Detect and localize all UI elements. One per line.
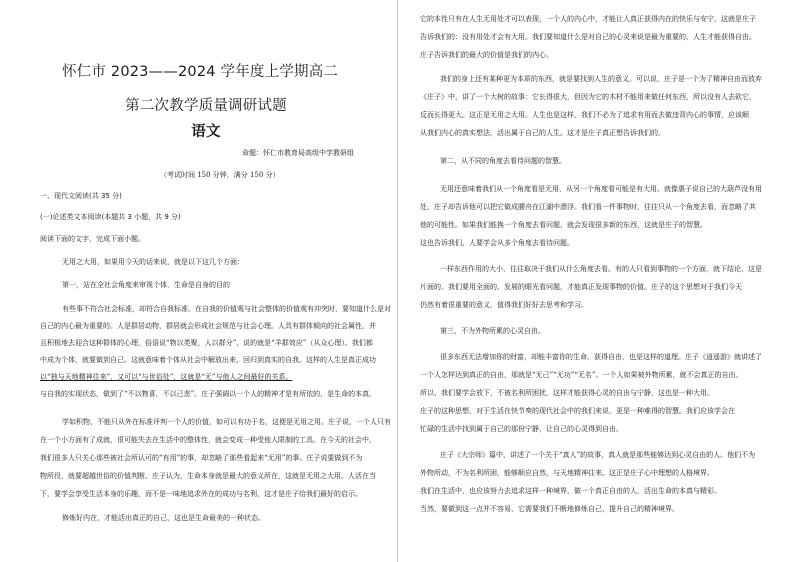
paragraph-line: 第一，站在全社会角度来审视个体，生命是自身的目的 <box>62 281 230 289</box>
paragraph-line: 很多东西无法增加你的财富，却能丰富你的生命。获得自由，也是这样的道理。庄子《逍遥游》就讲述了 <box>440 353 762 361</box>
paragraph-line: 庄子的这种思想，对于生活在快节奏的现代社会中的我们来说，更是一种难得的智慧。我们应该学会在 <box>420 407 735 415</box>
point-heading: 第三，不为外物所累的心灵自由。 <box>440 327 545 335</box>
paragraph-line: 庄子告诉我们的最大的价值是我们的内心。 <box>420 51 553 59</box>
section-heading: 一、现代文阅读(共 35 分) <box>40 192 122 200</box>
paragraph-line: 《庄子》中，讲了一个大树的故事：它长得很大，但因为它的木材不能用来做任何东西，所以没有人去砍它， <box>420 93 756 101</box>
subsection-heading: (一)论述类文本阅读(本题共 3 小题，共 9 分) <box>40 213 181 221</box>
paragraph-line: 处，庄子却告诉他可以把它做成腰舟在江湖中漂浮。我们看一件事物时，往往只从一个角度去看，而忽略了其 <box>420 203 756 211</box>
exam-title: 怀仁市 2023——2024 学年度上学期高二 <box>62 64 339 80</box>
paragraph-line: 一个人怎样达到真正的自由，那就是“无己”“无功”“无名”。一个人如果被外物所累，就不会真正的自由。 <box>420 371 743 379</box>
paragraph-line: 无用还意味着我们从一个角度看是无用，从另一个角度看可能是有大用。就像惠子说自己的大葫芦没有用 <box>440 185 762 193</box>
paragraph-line: 我们在生活中，也应该努力去追求这样一种境界，做一个真正自由的人，活出生命的本真与精彩。 <box>420 487 721 495</box>
author-line: 命题：怀仁市教育局高级中学教研组 <box>242 149 354 157</box>
paragraph-line: 从我们内心的真实想法，活出属于自己的人生。这才是庄子真正想告诉我们的。 <box>420 129 665 137</box>
underlined-text: 以“独与天地精神往来”，又可以“与世俗处”，这就是“无”与他人之间最好的关系。 <box>40 373 293 381</box>
paragraph-line: 外物所动，不为名利所困，能够顺应自然，与天地精神往来。这正是庄子心中理想的人格境界。 <box>420 469 714 477</box>
paragraph-line: 他的可能性。如果我们能换一个角度去看问题，就会发现很多新的东西，这就是庄子的智慧。 <box>420 221 707 229</box>
column-divider <box>397 0 398 562</box>
paragraph-line: 它的本性只有在人生无用处才可以表现，一个人的内心中，才能让人真正获得内在的快乐与安宁，这就是庄子 <box>420 15 756 23</box>
underlined-line <box>40 374 292 381</box>
paragraph-line: 下，要学会享受生活本身的乐趣，而不是一味地追求外在的成功与名利，这才是庄子给我们最好的启示。 <box>40 490 362 498</box>
paragraph-line: 片面的。我们要用全面的、发展的眼光看问题，才能真正发现事物的价值。庄子的这个思想对于我们今天 <box>420 283 742 291</box>
paragraph-line: 我们很多人只关心那些被社会所认可的“有用”的事，却忽略了那些看起来“无用”的事。庄子说要做到不为 <box>40 454 363 462</box>
paragraph-line: 告诉我们的：没有用处才会有大用。我们要知道什么是对自己的心灵来说是最为重要的，人生才能获得自由。 <box>420 33 756 41</box>
exam-time: （考试时间 150 分钟，满分 150 分） <box>160 171 280 179</box>
point-heading: 第二，从不同的角度去看待问题的智慧。 <box>440 157 566 165</box>
paragraph-line: 这也告诉我们，人要学会从多个角度去看待问题。 <box>420 239 574 247</box>
instruction-text: 阅读下面的文字，完成下面小题。 <box>40 235 145 243</box>
paragraph-line: 无用之大用，如果用今天的话来说，就是以下这几个方面： <box>62 258 244 266</box>
paragraph-line: 所以，我们要学会放下，不被名利所困扰，这样才能获得心灵的自由与宁静，这也是一种大用。 <box>420 389 714 397</box>
subject-title: 语文 <box>191 124 221 140</box>
paragraph-line: 自己的内心最为重要的。人是群居动物，群居就会形成社会规范与社会心理。人具有群体倾向的社会属性，并 <box>40 322 376 330</box>
paragraph-line: 物所役，就要超越世俗的价值判断。庄子认为，生命本身就是最大的意义所在，这就是无用之大用。人活在当 <box>40 472 376 480</box>
paragraph-line: 有些事不符合社会标准，却符合自我标准。在自我的价值观与社会整体的价值观有冲突时，要知道什么是对 <box>62 305 391 313</box>
paragraph-line: 我们的身上还有某种更为本质的东西，就是要找到人生的意义。可以说，庄子是一个为了精神自由而放弃 <box>440 75 762 83</box>
paragraph-line: 中成为个体，就要做到自己。这就意味着个体从社会中解放出来，回归到真实的自我。这样的人生是真正成功 <box>40 356 376 364</box>
paragraph-line: 忙碌的生活中找到属于自己的那份宁静，让自己的心灵得到自由。 <box>420 425 623 433</box>
paragraph-line: 一样东西作用的大小，往往取决于我们从什么角度去看。有的人只看到事物的一个方面，就下结论，这是 <box>440 265 762 273</box>
paragraph-line: 且积极地去迎合这种群体的心理，俗语说“物以类聚，人以群分”，说的就是“羊群效应”（从众心理）。我们都 <box>40 339 373 347</box>
paragraph-line: 与自我的实现状态，做到了“不以物喜，不以己悲”。庄子强调以一个人的精神才是有所依的，是生命的本真， <box>40 390 377 398</box>
paragraph-line: 修炼好内在，才能活出真正的自己，这也是生命最美的一种状态。 <box>62 514 265 522</box>
paragraph-line: 在一个小方面有了成就，很可能失去在生活中的整体性，就会变成一种受他人限制的工具。在今天的社会中， <box>40 436 376 444</box>
paragraph-line: 仍然有着很重要的意义，值得我们好好去思考和学习。 <box>420 301 588 309</box>
exam-subtitle: 第二次教学质量调研试题 <box>125 98 287 114</box>
paragraph-line: 当然，要做到这一点并不容易，它需要我们不断地修炼自己，提升自己的精神境界。 <box>420 505 679 513</box>
paragraph-line: 学如积物，不能只从外在标准评判一个人的价值，如可以有功于名，这便是无用之用。庄子说，一个人只有 <box>62 418 391 426</box>
paragraph-line: 庄子《大宗师》篇中，讲述了一个关于“真人”的故事，真人就是那些能够达到心灵自由的人。他们不为 <box>440 451 756 459</box>
paragraph-line: 反而长得更大。这正是无用之大用。人生也是这样，我们不必为了追求有用而去做违背内心的事情，应该顺 <box>420 111 749 119</box>
